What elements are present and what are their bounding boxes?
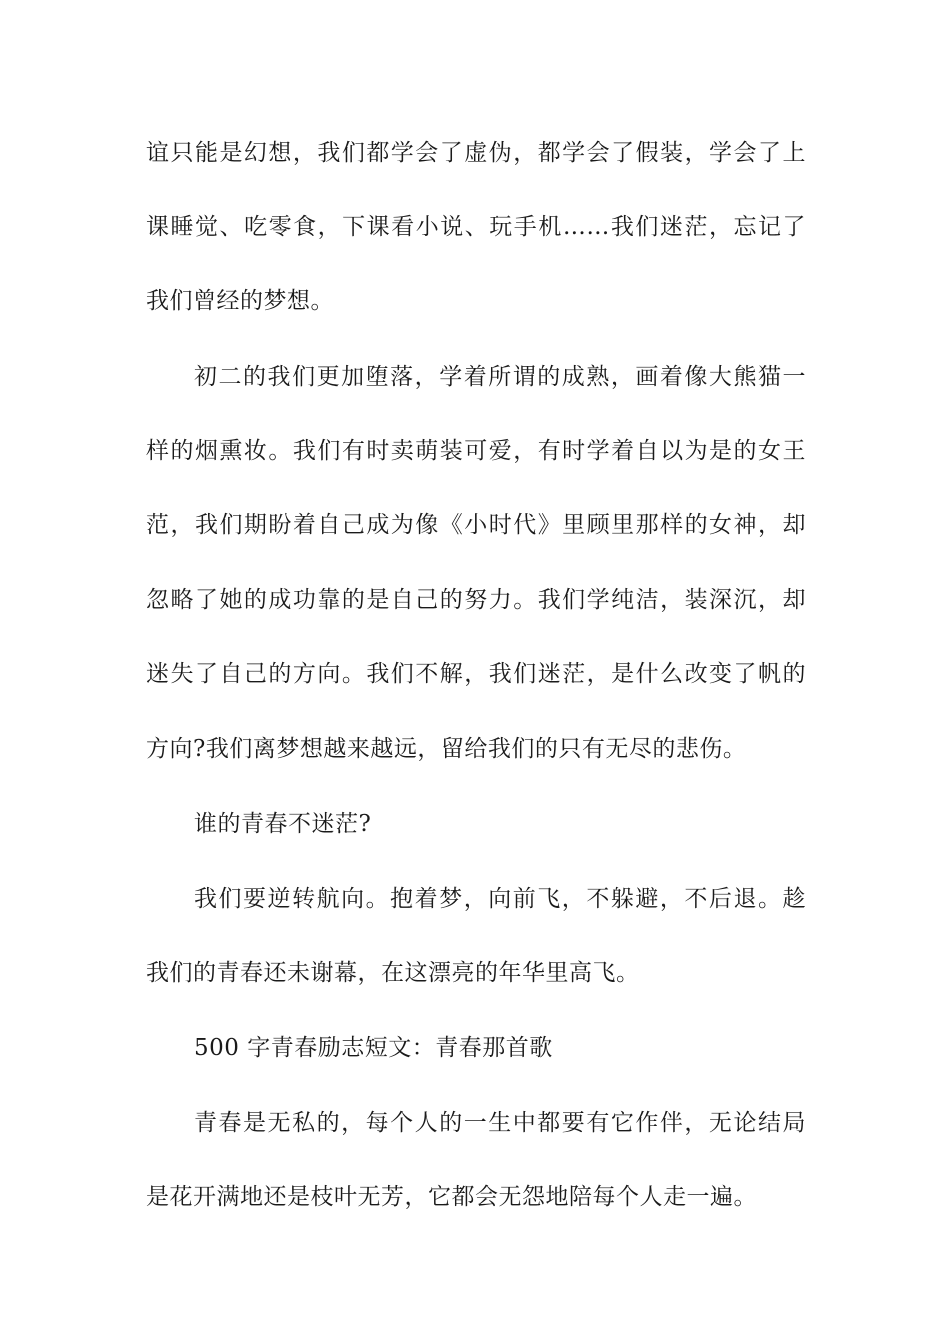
paragraph-line: 方向?我们离梦想越来越远，留给我们的只有无尽的悲伤。: [146, 736, 747, 762]
paragraph-line: 初二的我们更加堕落，学着所谓的成熟，画着像大熊猫一: [194, 364, 806, 390]
paragraph-line: 范，我们期盼着自己成为像《小时代》里顾里那样的女神，却: [146, 512, 806, 538]
paragraph-line: 我们的青春还未谢幕，在这漂亮的年华里高飞。: [146, 960, 640, 986]
paragraph-line: 忽略了她的成功靠的是自己的努力。我们学纯洁，装深沉，却: [146, 587, 806, 613]
paragraph-line: 迷失了自己的方向。我们不解，我们迷茫，是什么改变了帆的: [146, 661, 806, 687]
paragraph-line: 青春是无私的，每个人的一生中都要有它作伴，无论结局: [194, 1110, 806, 1136]
paragraph-line: 样的烟熏妆。我们有时卖萌装可爱，有时学着自以为是的女王: [146, 438, 806, 464]
paragraph-line: 我们曾经的梦想。: [146, 288, 334, 314]
section-heading: 500 字青春励志短文：青春那首歌: [194, 1035, 553, 1061]
paragraph-line: 我们要逆转航向。抱着梦，向前飞，不躲避，不后退。趁: [194, 886, 806, 912]
paragraph-line: 谁的青春不迷茫?: [194, 811, 372, 837]
paragraph-line: 课睡觉、吃零食，下课看小说、玩手机……我们迷茫，忘记了: [146, 214, 806, 240]
paragraph-line: 是花开满地还是枝叶无芳，它都会无怨地陪每个人走一遍。: [146, 1184, 757, 1210]
paragraph-line: 谊只能是幻想，我们都学会了虚伪，都学会了假装，学会了上: [146, 140, 806, 166]
